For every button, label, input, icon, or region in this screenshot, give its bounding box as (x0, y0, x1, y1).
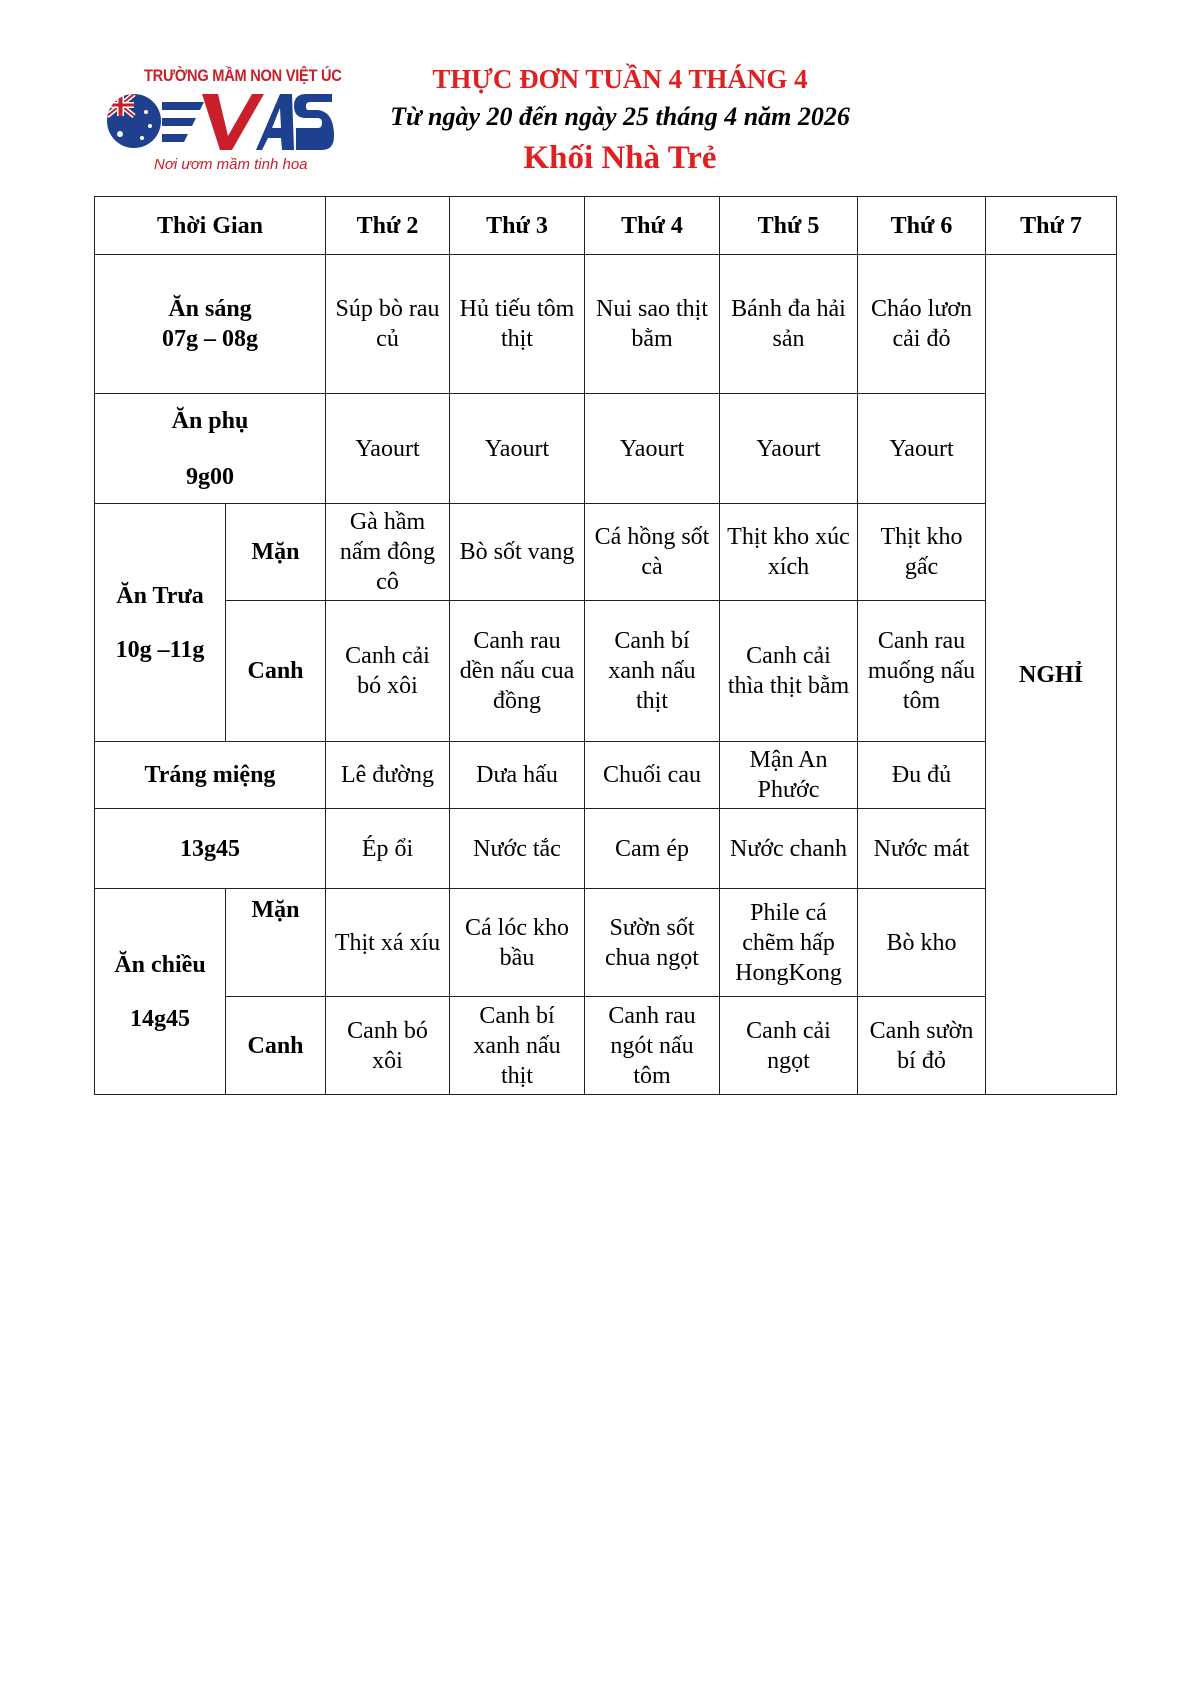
breakfast-name: Ăn sáng (168, 296, 252, 322)
dessert-label: Tráng miệng (95, 742, 326, 809)
breakfast-mon: Súp bò rau củ (326, 255, 450, 394)
lunch-main-fri: Thịt kho gấc (858, 504, 986, 601)
drink-time: 13g45 (95, 809, 326, 889)
breakfast-tue: Hủ tiếu tôm thịt (450, 255, 585, 394)
dessert-wed: Chuối cau (585, 742, 720, 809)
drink-mon: Ép ổi (326, 809, 450, 889)
logo-school-name: TRƯỜNG MẦM NON VIỆT ÚC (144, 66, 342, 85)
snack-fri: Yaourt (858, 394, 986, 504)
drink-tue: Nước tắc (450, 809, 585, 889)
menu-title: THỰC ĐƠN TUẦN 4 THÁNG 4 (432, 64, 808, 94)
day-header-sat: Thứ 7 (986, 197, 1117, 255)
dessert-mon: Lê đường (326, 742, 450, 809)
lunch-main-mon: Gà hầm nấm đông cô (326, 504, 450, 601)
dessert-fri: Đu đủ (858, 742, 986, 809)
snack-wed: Yaourt (585, 394, 720, 504)
drink-row (95, 809, 1117, 889)
header-row (95, 197, 1117, 255)
vas-logo-mark (104, 88, 334, 158)
dinner-main-tue: Cá lóc kho bầu (450, 889, 585, 997)
dinner-main-mon: Thịt xá xíu (326, 889, 450, 997)
breakfast-time: 07g – 08g (162, 326, 258, 352)
breakfast-wed: Nui sao thịt bằm (585, 255, 720, 394)
dinner-soup-row (95, 997, 1117, 1095)
snack-tue: Yaourt (450, 394, 585, 504)
drink-wed: Cam ép (585, 809, 720, 889)
lunch-soup-row (95, 601, 1117, 742)
breakfast-label (95, 255, 326, 394)
lunch-soup-thu: Canh cải thìa thịt bằm (720, 601, 858, 742)
school-logo (104, 66, 342, 178)
lunch-soup-label: Canh (226, 601, 326, 742)
dinner-main-fri: Bò kho (858, 889, 986, 997)
dinner-name: Ăn chiều (114, 951, 206, 978)
class-group: Khối Nhà Trẻ (523, 140, 717, 176)
breakfast-fri: Cháo lươn cải đỏ (858, 255, 986, 394)
day-header-mon: Thứ 2 (326, 197, 450, 255)
snack-time: 9g00 (186, 463, 234, 490)
dessert-row (95, 742, 1117, 809)
day-header-thu: Thứ 5 (720, 197, 858, 255)
lunch-soup-wed: Canh bí xanh nấu thịt (585, 601, 720, 742)
logo-slogan: Nơi ươm mầm tinh hoa (154, 156, 308, 173)
snack-mon: Yaourt (326, 394, 450, 504)
day-header-fri: Thứ 6 (858, 197, 986, 255)
dinner-soup-tue: Canh bí xanh nấu thịt (450, 997, 585, 1095)
lunch-name: Ăn Trưa (116, 582, 204, 609)
lunch-main-wed: Cá hồng sốt cà (585, 504, 720, 601)
dessert-thu: Mận An Phước (720, 742, 858, 809)
time-header: Thời Gian (95, 197, 326, 255)
dessert-tue: Dưa hấu (450, 742, 585, 809)
snack-name: Ăn phụ (171, 407, 249, 434)
lunch-main-row (95, 504, 1117, 601)
snack-row (95, 394, 1117, 504)
dinner-time: 14g45 (130, 1005, 190, 1032)
weekly-menu-table (94, 196, 1117, 1095)
drink-thu: Nước chanh (720, 809, 858, 889)
snack-label (95, 394, 326, 504)
breakfast-row (95, 255, 1117, 394)
dinner-soup-mon: Canh bó xôi (326, 997, 450, 1095)
day-header-wed: Thứ 4 (585, 197, 720, 255)
dinner-main-label: Mặn (226, 889, 326, 997)
dinner-soup-wed: Canh rau ngót nấu tôm (585, 997, 720, 1095)
lunch-soup-tue: Canh rau dền nấu cua đồng (450, 601, 585, 742)
dinner-label (95, 889, 226, 1095)
lunch-main-label: Mặn (226, 504, 326, 601)
lunch-label (95, 504, 226, 742)
lunch-soup-fri: Canh rau muống nấu tôm (858, 601, 986, 742)
dinner-main-thu: Phile cá chẽm hấp HongKong (720, 889, 858, 997)
lunch-time: 10g –11g (115, 636, 205, 663)
dinner-soup-thu: Canh cải ngọt (720, 997, 858, 1095)
dinner-main-row (95, 889, 1117, 997)
dinner-soup-fri: Canh sườn bí đỏ (858, 997, 986, 1095)
snack-thu: Yaourt (720, 394, 858, 504)
drink-fri: Nước mát (858, 809, 986, 889)
lunch-main-tue: Bò sốt vang (450, 504, 585, 601)
lunch-soup-mon: Canh cải bó xôi (326, 601, 450, 742)
lunch-main-thu: Thịt kho xúc xích (720, 504, 858, 601)
breakfast-thu: Bánh đa hải sản (720, 255, 858, 394)
dinner-main-wed: Sườn sốt chua ngọt (585, 889, 720, 997)
dinner-soup-label: Canh (226, 997, 326, 1095)
saturday-closed: NGHỈ (986, 255, 1117, 1095)
date-range: Từ ngày 20 đến ngày 25 tháng 4 năm 2026 (390, 102, 850, 131)
day-header-tue: Thứ 3 (450, 197, 585, 255)
